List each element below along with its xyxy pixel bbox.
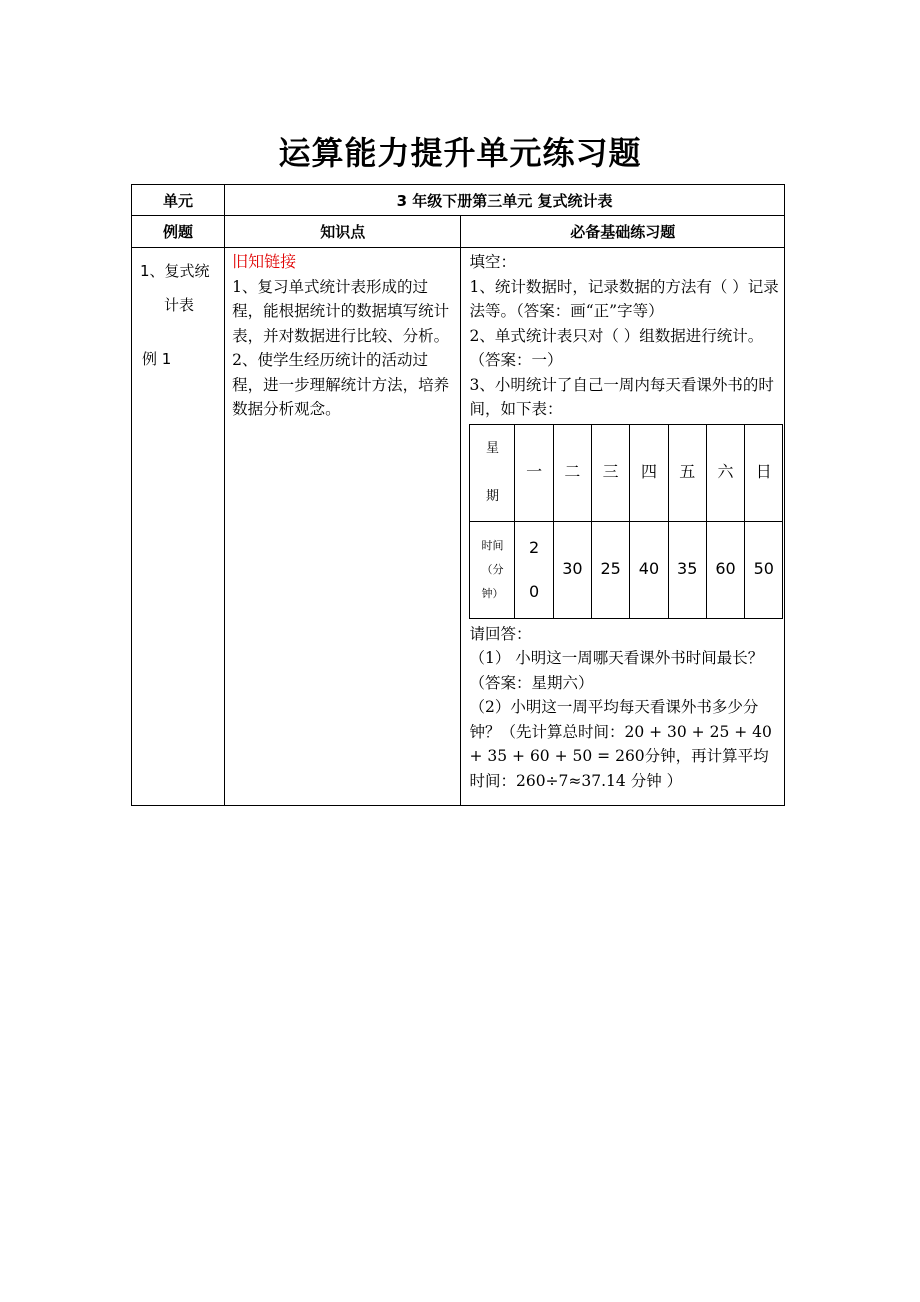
minutes-cell: 35 [668, 521, 706, 618]
practice-question-2: 2、单式统计表只对（ ）组数据进行统计。（答案：一） [469, 326, 764, 369]
content-row [132, 248, 785, 806]
col-header-knowledge: 知识点 [225, 216, 461, 248]
minutes-label-c: 钟） [481, 586, 504, 600]
example-cell [132, 248, 225, 806]
minutes-cell: 30 [553, 521, 591, 618]
day-cell: 三 [592, 424, 630, 521]
day-cell: 日 [745, 424, 783, 521]
col-header-example: 例题 [132, 216, 225, 248]
unit-label: 单元 [132, 185, 225, 216]
minutes-label [470, 521, 515, 618]
knowledge-cell [225, 248, 461, 806]
answer-intro: 请回答： [469, 624, 532, 643]
minutes-row [470, 521, 783, 618]
day-cell: 六 [706, 424, 744, 521]
answer-1: （1） 小明这一周哪天看课外书时间最长？（答案：星期六） [469, 649, 764, 692]
example-number: 例 1 [142, 350, 172, 368]
day-cell: 一 [515, 424, 553, 521]
practice-question-1: 1、统计数据时，记录数据的方法有（ ）记录法等。（答案：画“正”字等） [469, 277, 779, 320]
column-header-row [132, 216, 785, 248]
reading-time-table [469, 424, 783, 619]
example-line-1: 1、复式统 [140, 262, 210, 280]
day-cell: 五 [668, 424, 706, 521]
minutes-cell [515, 521, 553, 618]
minutes-cell: 60 [706, 521, 744, 618]
answer-2: （2）小明这一周平均每天看课外书多少分钟？（先计算总时间：20 + 30 + 25 + 40 + 35 + 60 + 50 = 260分钟，再计算平均时间：260÷7≈37.14 分钟 ） [469, 698, 772, 790]
day-cell: 四 [630, 424, 668, 521]
minutes-label-a: 时间 [481, 538, 504, 552]
unit-row [132, 185, 785, 216]
day-cell: 二 [553, 424, 591, 521]
weekday-label [470, 424, 515, 521]
col-header-practice: 必备基础练习题 [461, 216, 785, 248]
weekday-label-b: 期 [485, 488, 499, 504]
knowledge-point-2: 2、使学生经历统计的活动过程，进一步理解统计方法，培养数据分析观念。 [232, 351, 450, 418]
minutes-cell: 40 [630, 521, 668, 618]
knowledge-point-1: 1、复习单式统计表形成的过程，能根据统计的数据填写统计表，并对数据进行比较、分析。 [232, 277, 450, 345]
weekday-label-a: 星 [485, 440, 499, 456]
minutes-digit-b: 0 [529, 581, 540, 601]
minutes-digit-a: 2 [529, 537, 540, 557]
unit-value: 3 年级下册第三单元 复式统计表 [225, 185, 785, 216]
practice-intro: 填空： [469, 253, 516, 271]
weekday-row [470, 424, 783, 521]
minutes-cell: 50 [745, 521, 783, 618]
minutes-label-b: （分 [481, 562, 504, 576]
page-title: 运算能力提升单元练习题 [278, 134, 642, 172]
knowledge-heading: 旧知链接 [232, 252, 297, 271]
practice-question-3: 3、小明统计了自己一周内每天看课外书的时间，如下表： [469, 375, 774, 418]
example-line-2: 计表 [164, 296, 195, 314]
exercise-table [131, 184, 785, 806]
practice-cell [461, 248, 785, 806]
minutes-cell: 25 [592, 521, 630, 618]
